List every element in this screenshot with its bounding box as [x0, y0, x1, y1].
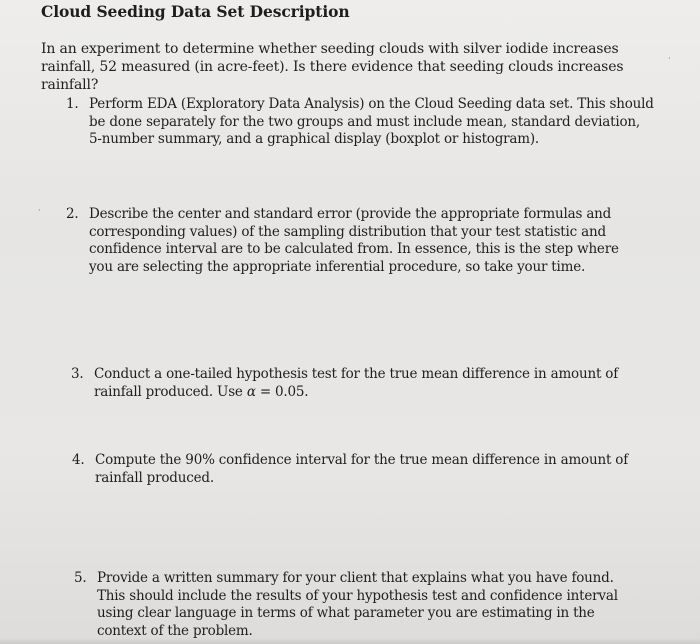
alpha-symbol: α: [246, 383, 256, 400]
question-4: [72, 452, 632, 487]
intro-paragraph: In an experiment to determine whether seeding clouds with silver iodide increases rainfall, 52 measured (in acre-feet). Is there evidence that seeding clouds increases rainfall?: [41, 41, 624, 93]
stray-mark-left: ·: [38, 206, 41, 216]
question-number: 4.: [72, 452, 85, 468]
question-1: [66, 96, 656, 149]
question-text: Provide a written summary for your client that explains what you have found. This should include the results of your hypothesis test and confidence interval using clear language in terms of what parameter you are estimating in the context of the problem.: [97, 570, 618, 639]
question-2: [66, 206, 646, 276]
question-number: 1.: [66, 96, 79, 112]
question-text-after-alpha: = 0.05.: [255, 383, 309, 400]
question-number: 5.: [74, 570, 87, 586]
question-text: Compute the 90% confidence interval for the true mean difference in amount of rainfall produced.: [95, 452, 629, 486]
question-text: Perform EDA (Exploratory Data Analysis) on the Cloud Seeding data set. This should be done separately for the two groups and must include mean, standard deviation, 5-number summary, and a graphical display (boxplot or histogram).: [89, 96, 654, 147]
question-text: [94, 366, 631, 401]
stray-mark-right: ·: [668, 54, 671, 64]
question-5: [74, 570, 634, 640]
question-3: [71, 366, 631, 401]
question-text-before-alpha: Conduct a one-tailed hypothesis test for the true mean difference in amount of rainfall produced. Use: [94, 366, 619, 400]
question-text: Describe the center and standard error (provide the appropriate formulas and corresponding values) of the sampling distribution that your test statistic and confidence interval are to be calculated from. In essence, this is the step where you are selecting the appropriate inferential procedure, so take your time.: [89, 206, 619, 275]
question-number: 2.: [66, 206, 79, 222]
document-title: Cloud Seeding Data Set Description: [41, 2, 350, 21]
question-number: 3.: [71, 366, 84, 382]
